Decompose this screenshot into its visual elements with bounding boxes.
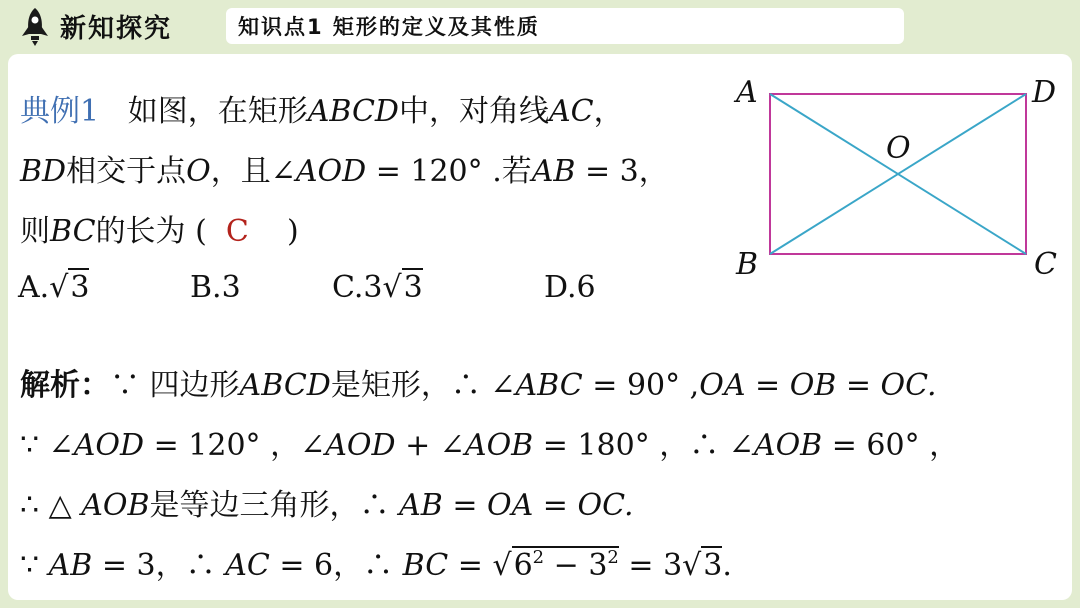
text: 的长为 ( [95, 214, 207, 249]
option-label: A. [18, 270, 50, 305]
math: AB [531, 154, 576, 189]
exponent: 2 [607, 547, 619, 568]
radicand: 3 [703, 548, 723, 583]
text: ， [593, 94, 624, 129]
math: OA = OB = OC. [699, 368, 937, 403]
sqrt-symbol: √3 [682, 548, 723, 583]
example-line-3 [20, 206, 299, 250]
solution-line-2 [20, 420, 959, 464]
text: = 6，∴ [269, 548, 403, 583]
sqrt-symbol: √3 [382, 270, 423, 305]
radicand [512, 546, 619, 583]
answer: C [225, 214, 249, 249]
text: ∵ [20, 548, 49, 583]
sqrt-symbol: $√6^2 - 3^2$ [492, 547, 619, 583]
math: ABC [515, 368, 583, 403]
text: ，且∠ [210, 154, 296, 189]
sqrt-symbol: √3 [49, 270, 90, 305]
text: ∵ ∠ [20, 428, 74, 463]
text: = 90° , [582, 368, 700, 403]
point-o-label: O [886, 131, 911, 166]
text: ) [287, 214, 299, 249]
example-line-1 [20, 86, 624, 130]
text: = [448, 548, 493, 583]
exponent: 2 [532, 547, 545, 568]
solution-line-4 [20, 540, 732, 584]
text: = 180° ，∴ ∠ [533, 428, 754, 463]
text: = 120° ，∠ [144, 428, 326, 463]
option-label: D.6 [544, 270, 596, 305]
radicand: 3 [403, 270, 423, 305]
option-c [332, 270, 423, 305]
math: BD [20, 154, 67, 189]
math: BC [50, 214, 96, 249]
text: 相交于点 [66, 154, 187, 189]
point-d-label: D [1032, 75, 1057, 110]
math: BC [402, 548, 449, 583]
math: AC [548, 94, 594, 129]
solution-line-1 [20, 360, 937, 404]
text: . [722, 548, 732, 583]
text: 是等边三角形，∴ [149, 488, 400, 523]
math: ABCD [239, 368, 331, 403]
point-b-label: B [736, 247, 759, 282]
math: − 3 [544, 548, 608, 583]
option-label: B.3 [190, 270, 241, 305]
math: = 3 [618, 548, 683, 583]
option-d [544, 270, 596, 305]
math: AOB [753, 428, 823, 463]
section-title: 新知探究 [60, 13, 173, 44]
option-a [18, 270, 89, 305]
math: AOD [325, 428, 396, 463]
text: = 120° [366, 154, 483, 189]
text: = 60° ， [822, 428, 960, 463]
math: AOD [73, 428, 145, 463]
solution-line-3 [20, 480, 634, 524]
radicand: 3 [70, 270, 90, 305]
section-header [18, 8, 172, 44]
text: 是矩形，∴ ∠ [330, 368, 516, 403]
math: AB [48, 548, 93, 583]
topic-title: 知识点1 矩形的定义及其性质 [238, 15, 540, 39]
text: 中，对角线 [398, 94, 549, 129]
math: AC [225, 548, 270, 583]
solution-label: 解析： [20, 368, 110, 403]
text: 如图，在矩形 [127, 94, 308, 129]
rocket-icon [18, 6, 52, 46]
text: + ∠ [395, 428, 465, 463]
option-label: C.3 [332, 270, 383, 305]
text: .若 [482, 154, 532, 189]
point-a-label: A [736, 75, 758, 110]
math: AOB [464, 428, 534, 463]
option-b [190, 270, 241, 305]
math: O [186, 154, 211, 189]
point-c-label: C [1034, 247, 1057, 282]
math: AOB [81, 488, 150, 523]
math: AB = OA = OC. [399, 488, 634, 523]
text: ∴ △ [20, 488, 82, 523]
math: AOD [295, 154, 367, 189]
example-label: 典例1 [20, 94, 100, 129]
text: ∵ 四边形 [110, 368, 240, 403]
math: ABCD [307, 94, 399, 129]
text: = 3， [575, 154, 669, 189]
topic-bar [226, 8, 904, 44]
math: 6 [513, 548, 533, 583]
rectangle-diagram [728, 70, 1068, 290]
example-line-2 [20, 146, 669, 190]
text: = 3，∴ [92, 548, 226, 583]
text: 则 [20, 214, 50, 249]
